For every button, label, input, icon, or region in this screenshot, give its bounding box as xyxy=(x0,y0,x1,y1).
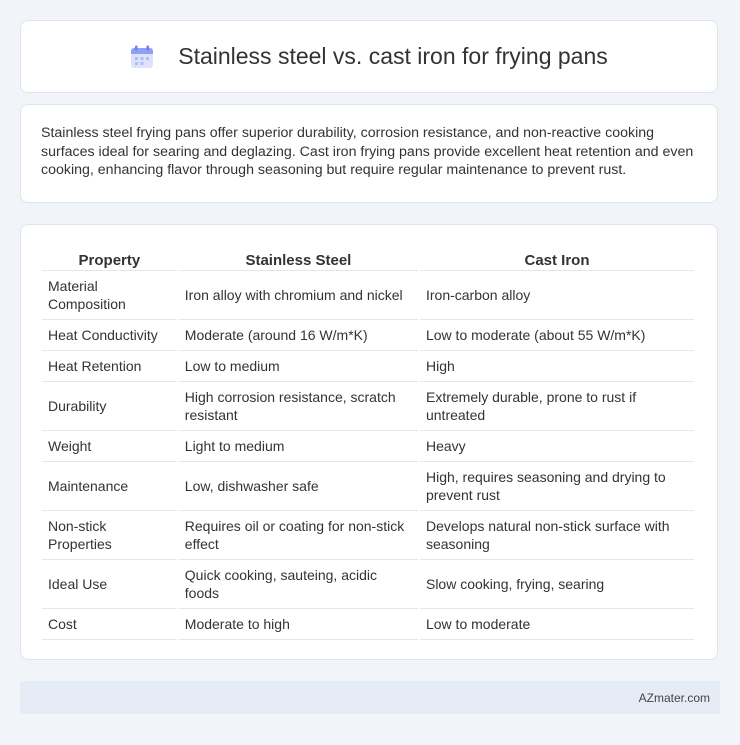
summary-text: Stainless steel frying pans offer superior durability, corrosion resistance, and non-reactive cooking surfaces ideal for searing and deglazing. Cast iron frying pans provide excellent heat retention and even cooking, enhancing flavor through seasoning but require regular maintenance to prevent rust. xyxy=(41,125,694,178)
stainless-steel-cell: Moderate (around 16 W/m*K) xyxy=(179,320,418,351)
property-cell: Weight xyxy=(42,431,177,462)
cast-iron-cell: Extremely durable, prone to rust if untreated xyxy=(420,382,694,431)
table-row xyxy=(42,462,694,511)
page-title-text: Stainless steel vs. cast iron for frying pans xyxy=(178,43,608,69)
table-row xyxy=(42,609,694,640)
stainless-steel-cell: Requires oil or coating for non-stick effect xyxy=(179,511,418,560)
table-row xyxy=(42,382,694,431)
cast-iron-cell: Develops natural non-stick surface with seasoning xyxy=(420,511,694,560)
stainless-steel-cell: High corrosion resistance, scratch resistant xyxy=(179,382,418,431)
stainless-steel-cell: Low to medium xyxy=(179,351,418,382)
property-cell: Durability xyxy=(42,382,177,431)
cast-iron-cell: Iron-carbon alloy xyxy=(420,271,694,320)
column-header-cast-iron: Cast Iron xyxy=(420,243,694,271)
table-header-row xyxy=(42,243,694,271)
column-header-stainless-steel: Stainless Steel xyxy=(179,243,418,271)
table-row xyxy=(42,511,694,560)
footer-brand: AZmater.com xyxy=(638,690,710,705)
property-cell: Ideal Use xyxy=(42,560,177,609)
property-cell: Material Composition xyxy=(42,271,177,320)
property-cell: Cost xyxy=(42,609,177,640)
table-row xyxy=(42,560,694,609)
summary-card xyxy=(20,104,718,203)
page-title xyxy=(130,43,608,70)
footer xyxy=(20,681,720,714)
column-header-property: Property xyxy=(42,243,177,271)
stainless-steel-cell: Light to medium xyxy=(179,431,418,462)
title-card xyxy=(20,20,718,93)
comparison-table xyxy=(40,243,696,640)
table-row xyxy=(42,271,694,320)
stainless-steel-cell: Quick cooking, sauteing, acidic foods xyxy=(179,560,418,609)
comparison-table-card xyxy=(20,224,718,660)
table-row xyxy=(42,320,694,351)
table-row xyxy=(42,431,694,462)
calendar-icon xyxy=(130,45,154,69)
cast-iron-cell: Slow cooking, frying, searing xyxy=(420,560,694,609)
cast-iron-cell: High, requires seasoning and drying to prevent rust xyxy=(420,462,694,511)
cast-iron-cell: Low to moderate (about 55 W/m*K) xyxy=(420,320,694,351)
stainless-steel-cell: Low, dishwasher safe xyxy=(179,462,418,511)
property-cell: Heat Retention xyxy=(42,351,177,382)
cast-iron-cell: Low to moderate xyxy=(420,609,694,640)
table-row xyxy=(42,351,694,382)
property-cell: Non-stick Properties xyxy=(42,511,177,560)
property-cell: Maintenance xyxy=(42,462,177,511)
stainless-steel-cell: Moderate to high xyxy=(179,609,418,640)
property-cell: Heat Conductivity xyxy=(42,320,177,351)
stainless-steel-cell: Iron alloy with chromium and nickel xyxy=(179,271,418,320)
cast-iron-cell: High xyxy=(420,351,694,382)
cast-iron-cell: Heavy xyxy=(420,431,694,462)
